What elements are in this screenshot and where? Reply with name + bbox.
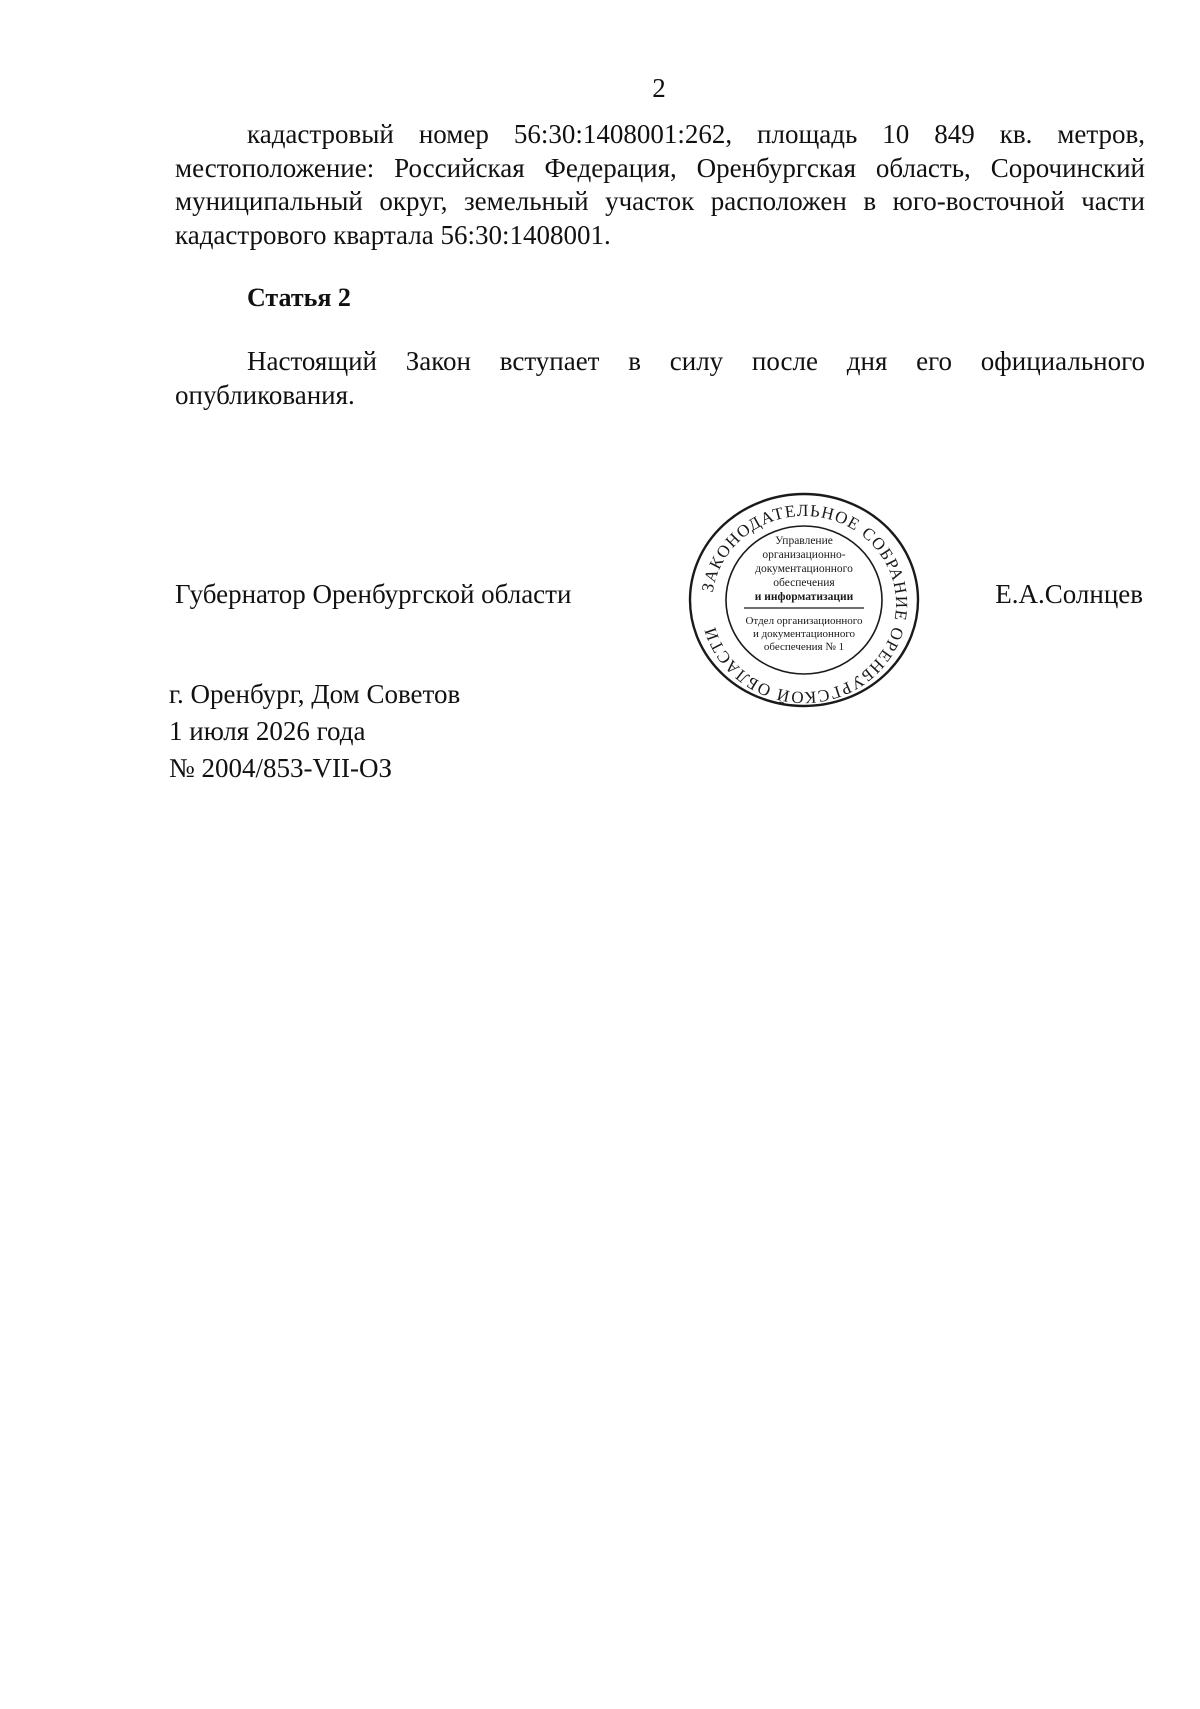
seal-inner-line-6: Отдел организационного [745,615,863,627]
issue-date: 1 июля 2026 года [169,716,366,746]
seal-inner-line-4: обеспечения [773,577,835,589]
body-paragraph-1: кадастровый номер 56:30:1408001:262, площадь 10 849 кв. метров, местоположение: Российская Федерация, Оренбургская область, Сорочинский муниципальный округ, земельный участок расположен в юго-восточной части кадастрового квартала 56:30:1408001. [175,119,1145,250]
seal-ring-text: ЗАКОНОДАТЕЛЬНОЕ СОБРАНИЕ ОРЕНБУРГСКОЙ ОБЛАСТИ [697,500,912,708]
body-paragraph-2: Настоящий Закон вступает в силу после дня его официального опубликования. [175,346,1145,410]
seal-inner-line-3: документационного [755,563,853,575]
seal-inner-line-7: и документационного [752,628,856,640]
signatory-name: Е.А.Солнцев [995,579,1143,609]
issue-place: г. Оренбург, Дом Советов [169,679,461,709]
seal-inner-line-2: организационно- [762,549,846,561]
article-heading: Статья 2 [247,283,351,312]
page-number: 2 [652,73,666,103]
signatory-title: Губернатор Оренбургской области [175,579,572,609]
official-seal-stamp [682,488,926,712]
law-number: № 2004/853-VII-ОЗ [169,753,393,783]
seal-inner-line-8: обеспечения № 1 [763,641,845,653]
seal-inner-line-5: и информатизации [754,591,854,603]
seal-inner-line-1: Управление [775,535,833,547]
document-footer [169,676,460,787]
